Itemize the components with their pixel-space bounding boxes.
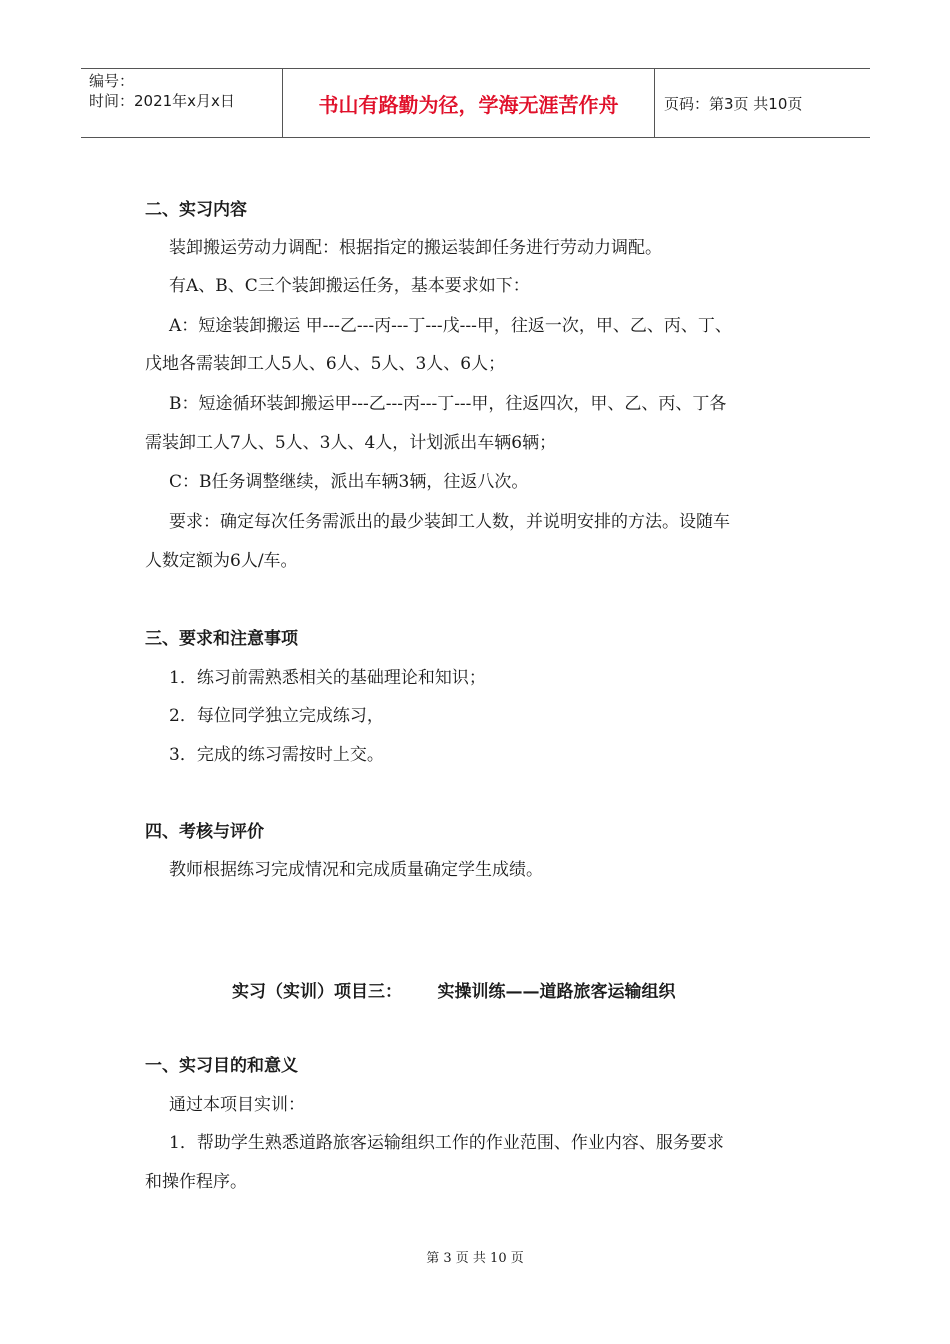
paragraph: 戊地各需装卸工人5人、6人、5人、3人、6人； — [145, 354, 506, 374]
paragraph: 人数定额为6人/车。 — [145, 551, 298, 571]
paragraph: A：短途装卸搬运 甲---乙---丙---丁---戊---甲，往返一次，甲、乙、丙、丁、 — [169, 316, 732, 336]
list-item: 1．练习前需熟悉相关的基础理论和知识； — [169, 668, 486, 688]
list-item: 3．完成的练习需按时上交。 — [169, 745, 384, 765]
header-page-info: 页码：第3页 共10页 — [664, 95, 803, 113]
paragraph: C：B任务调整继续，派出车辆3辆，往返八次。 — [169, 472, 529, 492]
section-heading: 一、实习目的和意义 — [145, 1056, 298, 1076]
paragraph: 装卸搬运劳动力调配：根据指定的搬运装卸任务进行劳动力调配。 — [169, 238, 662, 258]
paragraph: 教师根据练习完成情况和完成质量确定学生成绩。 — [169, 860, 543, 880]
header-motto: 书山有路勤为径，学海无涯苦作舟 — [283, 69, 655, 137]
paragraph: 需装卸工人7人、5人、3人、4人，计划派出车辆6辆； — [145, 433, 557, 453]
section-heading: 二、实习内容 — [145, 200, 247, 220]
section-heading: 三、要求和注意事项 — [145, 629, 298, 649]
list-item: 2．每位同学独立完成练习， — [169, 706, 384, 726]
date-label: 时间：2021年x月x日 — [89, 92, 235, 110]
page-header — [81, 68, 870, 138]
number-label: 编号： — [89, 72, 135, 90]
page-footer: 第 3 页 共 10 页 — [426, 1251, 524, 1266]
paragraph: 有A、B、C三个装卸搬运任务，基本要求如下： — [169, 276, 530, 296]
paragraph: 要求：确定每次任务需派出的最少装卸工人数，并说明安排的方法。设随车 — [169, 512, 730, 532]
section-heading: 四、考核与评价 — [145, 822, 264, 842]
paragraph: 1．帮助学生熟悉道路旅客运输组织工作的作业范围、作业内容、服务要求 — [169, 1133, 724, 1153]
project-title: 实习（实训）项目三： 实操训练——道路旅客运输组织 — [232, 982, 676, 1002]
paragraph: 和操作程序。 — [145, 1172, 247, 1192]
header-info-cell — [81, 69, 283, 137]
paragraph: 通过本项目实训： — [169, 1095, 305, 1115]
paragraph: B：短途循环装卸搬运甲---乙---丙---丁---甲，往返四次，甲、乙、丙、丁各 — [169, 394, 727, 414]
